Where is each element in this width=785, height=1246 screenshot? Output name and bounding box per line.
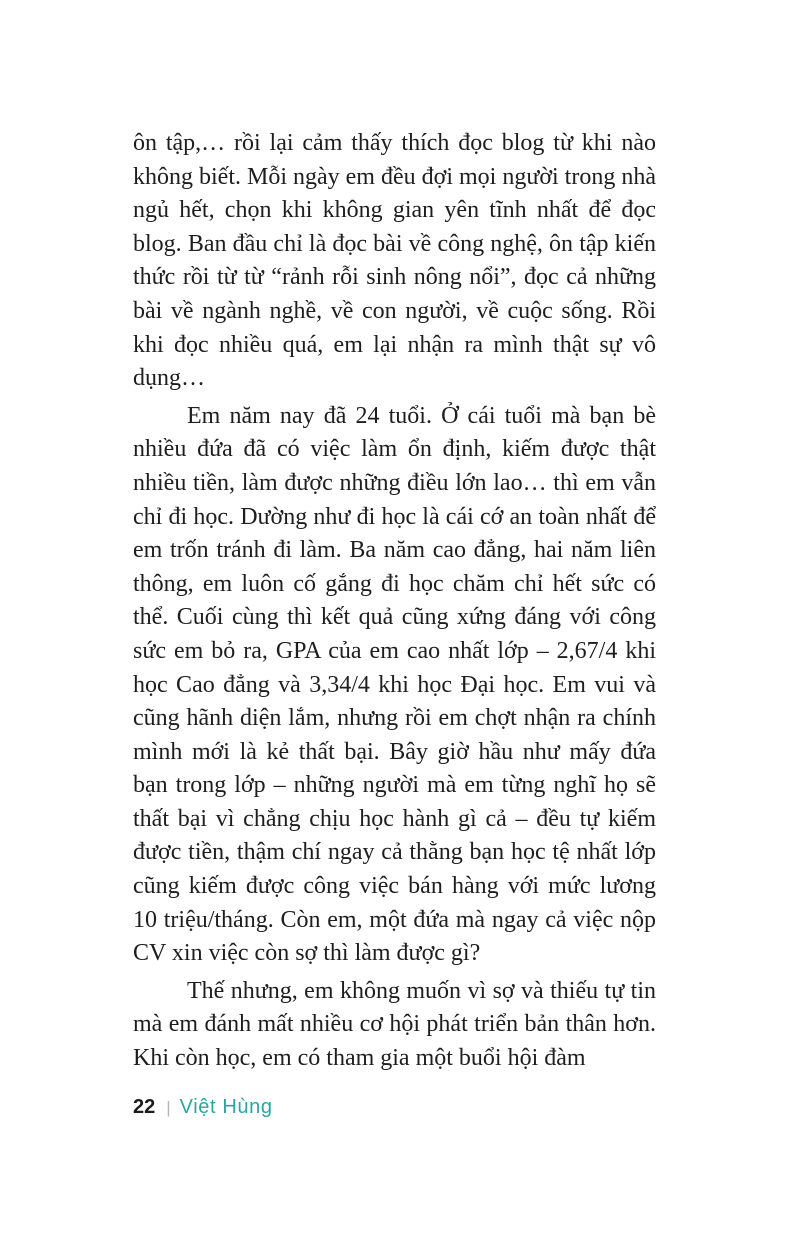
page-footer	[133, 1096, 273, 1119]
paragraph: Thế nhưng, em không muốn vì sợ và thiếu tự tin mà em đánh mất nhiều cơ hội phát triển bản thân hơn. Khi còn học, em có tham gia một buổi hội đàm	[133, 977, 656, 1072]
page-number: 22	[133, 1096, 156, 1118]
author-name: Việt Hùng	[179, 1096, 273, 1118]
footer-separator: |	[166, 1097, 171, 1117]
paragraph: ôn tập,… rồi lại cảm thấy thích đọc blog từ khi nào không biết. Mỗi ngày em đều đợi mọi người trong nhà ngủ hết, chọn khi không gian yên tĩnh nhất để đọc blog. Ban đầu chỉ là đọc bài về công nghệ, ôn tập kiến thức rồi từ từ “rảnh rỗi sinh nông nổi”, đọc cả những bài về ngành nghề, về con người, về cuộc sống. Rồi khi đọc nhiều quá, em lại nhận ra mình thật sự vô dụng…	[133, 130, 656, 392]
body-text	[133, 127, 656, 1080]
paragraph: Em năm nay đã 24 tuổi. Ở cái tuổi mà bạn bè nhiều đứa đã có việc làm ổn định, kiếm được thật nhiều tiền, làm được những điều lớn lao… thì em vẫn chỉ đi học. Dường như đi học là cái cớ an toàn nhất để em trốn tránh đi làm. Ba năm cao đẳng, hai năm liên thông, em luôn cố gắng đi học chăm chỉ hết sức có thể. Cuối cùng thì kết quả cũng xứng đáng với công sức em bỏ ra, GPA của em cao nhất lớp – 2,67/4 khi học Cao đẳng và 3,34/4 khi học Đại học. Em vui và cũng hãnh diện lắm, nhưng rồi em chợt nhận ra chính mình mới là kẻ thất bại. Bây giờ hầu như mấy đứa bạn trong lớp – những người mà em từng nghĩ họ sẽ thất bại vì chẳng chịu học hành gì cả – đều tự kiếm được tiền, thậm chí ngay cả thằng bạn học tệ nhất lớp cũng kiếm được công việc bán hàng với mức lương 10 triệu/tháng. Còn em, một đứa mà ngay cả việc nộp CV xin việc còn sợ thì làm được gì?	[133, 402, 656, 967]
